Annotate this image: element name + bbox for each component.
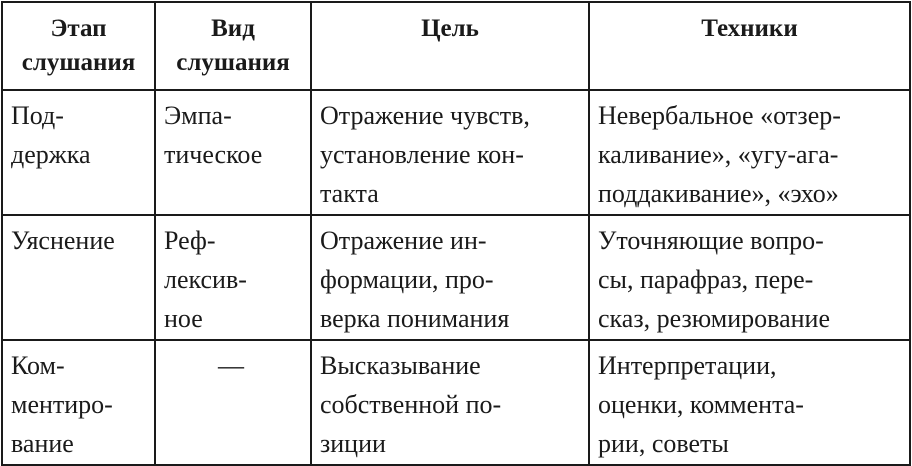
cell-text-line: Под- — [11, 101, 64, 130]
table-row — [2, 90, 910, 215]
cell-text-line: Ком- — [11, 351, 65, 380]
header-text-line: Техники — [701, 15, 798, 42]
header-text-line: Цель — [421, 15, 479, 42]
cell-text-line: такта — [320, 179, 379, 208]
cell-text-line: Отражение чувств, — [320, 101, 530, 130]
cell-type — [155, 215, 311, 340]
table-row — [2, 215, 910, 340]
cell-type — [155, 340, 311, 465]
cell-text-line: ное — [164, 304, 203, 333]
cell-stage — [2, 340, 155, 465]
cell-text-line: Эмпа- — [164, 101, 232, 130]
cell-text-line: рии, советы — [598, 429, 729, 458]
table-row — [2, 340, 910, 465]
header-type — [155, 2, 311, 90]
cell-text-line: Отражение ин- — [320, 226, 487, 255]
cell-text-line: сказ, резюмирование — [598, 304, 831, 333]
cell-text-line: зиции — [320, 429, 386, 458]
header-text-line: Вид — [211, 15, 255, 42]
cell-stage — [2, 90, 155, 215]
cell-text-line: Уточняющие вопро- — [598, 226, 824, 255]
cell-text-line: каливание», «угу-ага- — [598, 140, 839, 169]
cell-techniques — [589, 215, 910, 340]
header-text-line: Этап — [50, 15, 107, 42]
listening-stages-table — [1, 1, 911, 466]
cell-text-line: Уяснение — [11, 226, 115, 255]
cell-techniques — [589, 340, 910, 465]
cell-text-line: установление кон- — [320, 140, 524, 169]
cell-text-line: ментиро- — [11, 390, 113, 419]
cell-text-line: оценки, коммента- — [598, 390, 804, 419]
cell-text-line: Невербальное «отзер- — [598, 101, 841, 130]
header-text-line: слушания — [176, 49, 290, 76]
cell-goal — [311, 90, 589, 215]
cell-text-line: лексив- — [164, 265, 247, 294]
header-goal — [311, 2, 589, 90]
cell-text-line: — — [218, 351, 244, 380]
cell-text-line: тическое — [164, 140, 263, 169]
cell-goal — [311, 215, 589, 340]
cell-text-line: Реф- — [164, 226, 216, 255]
cell-text-line: Высказывание — [320, 351, 481, 380]
header-text-line: слушания — [21, 49, 136, 76]
cell-text-line: держка — [11, 140, 91, 169]
cell-text-line: вание — [11, 429, 74, 458]
cell-text-line: формации, про- — [320, 265, 494, 294]
cell-text-line: Интерпретации, — [598, 351, 777, 380]
cell-stage — [2, 215, 155, 340]
cell-type — [155, 90, 311, 215]
header-stage — [2, 2, 155, 90]
cell-text-line: поддакивание», «эхо» — [598, 179, 839, 208]
cell-text-line: верка понимания — [320, 304, 510, 333]
cell-techniques — [589, 90, 910, 215]
cell-goal — [311, 340, 589, 465]
cell-text-line: сы, парафраз, пере- — [598, 265, 814, 294]
header-techniques — [589, 2, 910, 90]
cell-text-line: собственной по- — [320, 390, 502, 419]
header-row — [2, 2, 910, 90]
